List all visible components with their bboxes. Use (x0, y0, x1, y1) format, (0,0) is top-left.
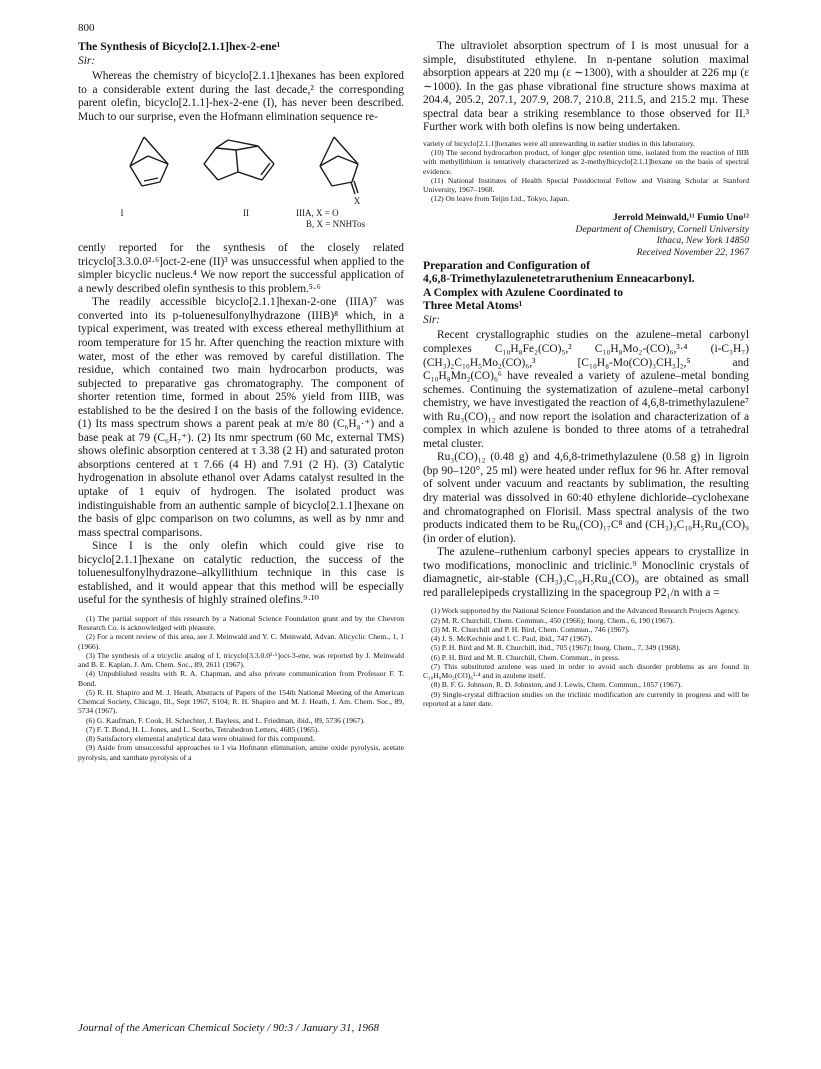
structure-IIIA-label: IIIA, X = O (296, 208, 339, 219)
footnotes-right (423, 139, 749, 204)
title-line: A Complex with Azulene Coordinated to (423, 285, 623, 299)
footnote: (8) Satisfactory elemental analytical data were obtained for this compound. (86, 734, 315, 744)
footnote: (7) F. T. Bond, H. L. Jones, and L. Scerbo, Tetrahedron Letters, 4685 (1965). (86, 724, 320, 734)
paragraph-intro-continued: cently reported for the synthesis of the closely related tricyclo[3.3.0.0²·⁶]oct-2-ene (II)³ was unsuccessful when applied to the simpler bicyclic nucleus.⁴ We now report the successful application of a newly described olefin synthesis to this problem.⁵·⁶ (78, 242, 404, 295)
received-date: Received November 22, 1967 (636, 247, 749, 259)
footnote: (3) M. R. Churchill and P. H. Bird, Chem. Commun., 746 (1967). (431, 624, 630, 634)
footnote-continued: variety of bicyclo[2.1.1]hexanes were all unrewarding in earlier studies in this laboratory. (423, 138, 695, 148)
title-line: 4,6,8-Trimethylazulenetetraruthenium Enneacarbonyl. (423, 272, 695, 286)
journal-footer: Journal of the American Chemical Society / 90:3 / January 31, 1968 (78, 1022, 380, 1034)
footnote: (10) The second hydrocarbon product, of longer glpc retention time, isolated from the reaction of IIIB with methyllithium is tentatively characterized as 2-methylbicyclo[2.1.1]hexane on the basis of spectral evidence. (423, 148, 749, 176)
structure-I-diagram (118, 134, 178, 190)
footnote: (2) M. R. Churchill, Chem. Commun., 450 (1966); Inorg. Chem., 6, 190 (1967). (431, 615, 675, 625)
footnote: (12) On leave from Teijin Ltd., Tokyo, Japan. (431, 194, 570, 204)
paragraph-uv-spectrum: The ultraviolet absorption spectrum of I is most unusual for a simple, disubstituted ethylene. In n-pentane solution maximal absorption appears at 220 mμ (ε ∼1300), with a shoulder at 226 mμ (ε ∼1000). In the gas phase vibrational fine structure shows maxima at 204.4, 205.2, 207.1, 207.9, 208.7, 210.8, 211.5, and 215.2 mμ. These spectral data bear a striking resemblance to those observed for II.³ Further work with both olefins is now being undertaken. (423, 40, 749, 134)
footnote: (9) Single-crystal diffraction studies on the triclinic modification are currently in progress and will be reported at a later date. (423, 689, 749, 708)
paragraph-conclusion: Since I is the only olefin which could give rise to bicyclo[2.1.1]hexane on catalytic reduction, the success of the toluenesulfonylhydrazone–alkyllithium technique in this case is established, and it would appear that this method will be especially useful for the synthesis of highly strained olefins.⁹·¹⁰ (78, 540, 404, 607)
footnote: (9) Aside from unsuccessful approaches to I via Hofmann elimination, amine oxide pyrolysis, acetate pyrolysis, and xanthate pyrolysis of a (78, 743, 404, 762)
structure-III-diagram (308, 134, 378, 198)
footnote: (6) P. H. Bird and M. R. Churchill, Chem. Commun., in press. (431, 652, 620, 662)
right-column (423, 40, 749, 708)
structure-I-label: I (120, 208, 124, 219)
article-title: The Synthesis of Bicyclo[2.1.1]hex-2-ene¹ (78, 40, 281, 53)
footnote: (5) P. H. Bird and M. R. Churchill, ibid., 705 (1967); Inorg. Chem., 7, 349 (1968). (431, 643, 681, 653)
footnote: (5) R. H. Shapiro and M. J. Heath, Abstracts of Papers of the 154th National Meeting of the American Chemcal Society, Chicago, Ill., Sept 1967, S104; R. H. Shapiro and M. J. Heath, J. Am. Chem. Soc., 89, 5734 (1967). (78, 687, 404, 716)
paragraph-procedure: Ru₃(CO)₁₂ (0.48 g) and 4,6,8-trimethylazulene (0.58 g) in ligroin (bp 90–120°, 25 ml) were heated under reflux for 96 hr. After removal of solvent under vacuum and reactants by sublimation, the resulting dry material was dissolved in 60:40 ethylene dichloride–cyclohexane and chromatographed on Florisil. Mass spectral analysis of the two products indicated them to be Ru₆(CO)₁₇C⁸ and (CH₃)₃C₁₀H₅Ru₄(CO)₉ (in order of elution). (423, 451, 749, 545)
chemical-structures (78, 130, 404, 234)
footnote: (4) J. S. McKechnie and I. C. Paul, ibid., 747 (1967). (431, 634, 593, 644)
footnote: (1) Work supported by the National Science Foundation and the Advanced Research Projects Agency. (431, 606, 740, 616)
left-column (78, 40, 404, 762)
title-line: Three Metal Atoms¹ (423, 299, 523, 313)
footnote: (11) National Institutes of Health Special Postdoctoral Fellow and Visiting Scholar at Stanford University, 1967–1968. (423, 175, 749, 195)
footnotes-article2 (423, 606, 749, 708)
paragraph-intro: Whereas the chemistry of bicyclo[2.1.1]hexanes has been explored to a considerable extent during the last decade,² the corresponding parent olefin, bicyclo[2.1.1]-hex-2-ene (I), has never been described. Much to our surprise, even the Hofmann elimination sequence re- (78, 70, 404, 123)
footnotes-left (78, 614, 404, 762)
author-names: Jerrold Meinwald,¹¹ Fumio Uno¹² (612, 211, 749, 223)
footnote: (7) This substituted azulene was used in order to avoid such disorder problems as are found in C₁₀H₈Mo₂(CO)₆³·⁴ and in azulene itself. (423, 661, 749, 681)
structure-II-label: II (243, 208, 249, 219)
title-line: Preparation and Configuration of (423, 258, 590, 272)
structure-substituent-x: X (353, 196, 361, 207)
paragraph-crystallography: The azulene–ruthenium carbonyl species appears to crystallize in two modifications, monoclinic and triclinic.⁹ Monoclinic crystals of diamagnetic, air-stable (CH₃)₃C₁₀H₅Ru₄(CO)₉ are obtained as small red parallelepipeds crystallizing in the spacegroup P2₁/n with a = (423, 546, 749, 599)
footnote: (3) The synthesis of a tricyclic analog of I, tricyclo[3.3.0.0²·⁶]oct-3-ene, was reported by J. Meinwald and B. E. Kaplan, J. Am. Chem. Soc., 89, 2611 (1967). (78, 650, 404, 670)
footnote: (6) G. Kaufman, F. Cook, H. Schechter, J. Bayless, and L. Friedman, ibid., 89, 5736 (1967). (86, 715, 365, 725)
structure-IIIB-label: B, X = NNHTos (306, 219, 365, 230)
salutation: Sir: (423, 313, 441, 326)
author-location: Ithaca, New York 14850 (656, 235, 749, 247)
salutation: Sir: (78, 54, 96, 67)
footnote: (2) For a recent review of this area, see J. Meinwald and Y. C. Meinwald, Advan. Alicyclic Chem., 1, 1 (1966). (78, 632, 404, 651)
paragraph-background: Recent crystallographic studies on the azulene–metal carbonyl complexes C₁₀H₈Fe₂(CO)₅,² C₁₀H₈Mo₂-(CO)₆,³·⁴ (i-C₃H₇)(CH₃)₂C₁₀H₅Mo₂(CO)₆,³ [C₁₀H₈-Mo(CO)₃CH₃]₂,⁵ and C₁₀H₈Mn₂(CO)₆⁶ have revealed a variety of azulene–metal bonding schemes. Continuing the systematization of azulene–metal carbonyl chemistry, we have investigated the reaction of 4,6,8-trimethylazulene⁷ with Ru₃(CO)₁₂ and now report the isolation and characterization of a complex in which azulene is bonded to three atoms of a tetrahedral metal cluster. (423, 329, 749, 450)
structure-II-diagram (198, 134, 278, 190)
page-number: 800 (78, 22, 95, 34)
author-affiliation: Department of Chemistry, Cornell University (575, 223, 749, 235)
footnote: (4) Unpublished results with R. A. Chapman, and also private communication from Professor F. T. Bond. (78, 669, 404, 688)
article-title (423, 259, 749, 313)
paragraph-synthesis: The readily accessible bicyclo[2.1.1]hexan-2-one (IIIA)⁷ was converted into its p-toluenesulfonylhydrazone (IIIB)⁸ which, in a typical experiment, was treated with excess ethereal methyllithium at room temperature for 15 hr. After quenching the reaction mixture with water, most of the ether was removed by careful distillation. The residue, which contained two main hydrocarbon products, was subjected to preparative gas chromatography. The component of shorter retention time, formed in about 25% yield from IIIB, was established to be the desired I on the basis of the following evidence. (1) Its mass spectrum shows a parent peak at m/e 80 (C₆H₈·⁺) and a base peak at 79 (C₆H₇⁺). (2) Its nmr spectrum (60 Mc, external TMS) shows olefinic absorption centered at τ 3.38 (2 H) and saturated proton absorptions centered at τ 7.66 (4 H) and 7.91 (2 H). (3) Catalytic hydrogenation in absolute ethanol over Adams catalyst resulted in the uptake of 1 equiv of hydrogen. The isolated product was indistinguishable from an authentic sample of bicyclo[2.1.1]hexane on the basis of glpc comparison on two columns, as well as by nmr and mass spectral comparisons. (78, 296, 404, 539)
footnote: (1) The partial support of this research by a National Science Foundation grant and by the Chevron Research Co. is acknowledged with pleasure. (78, 613, 404, 633)
footnote: (8) B. F. G. Johnson, R. D. Johnston, and J. Lewis, Chem. Commun., 1057 (1967). (431, 680, 683, 690)
